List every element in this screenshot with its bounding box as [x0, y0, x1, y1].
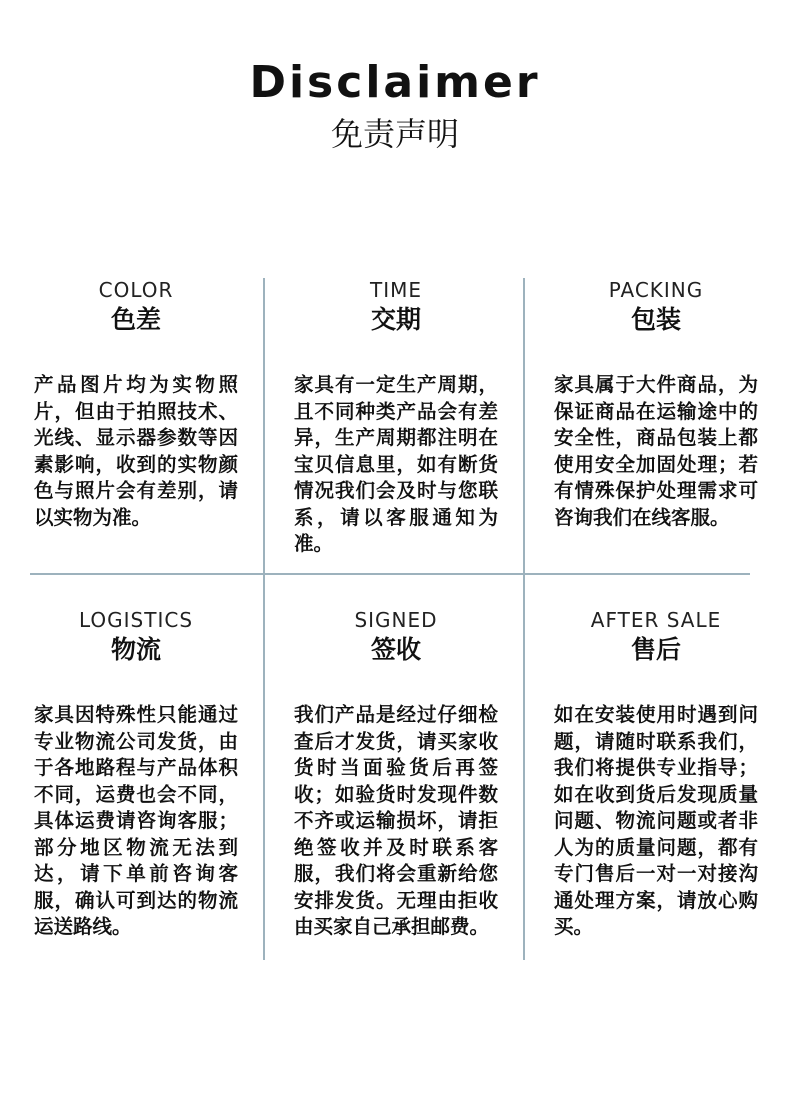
section-title-cn: 包装	[630, 305, 681, 334]
section-title-cn: 物流	[110, 635, 161, 664]
disclaimer-grid	[30, 270, 758, 960]
section-title-en: LOGISTICS	[78, 608, 194, 632]
section-logistics	[34, 608, 238, 941]
section-title-cn: 签收	[370, 635, 421, 664]
section-title-cn: 售后	[630, 635, 681, 664]
column-divider	[263, 278, 265, 960]
section-signed	[294, 608, 498, 941]
section-body: 产品图片均为实物照片，但由于拍照技术、光线、显示器参数等因素影响，收到的实物颜色与照片会有差别，请以实物为准。	[34, 373, 238, 529]
section-packing	[554, 278, 758, 531]
row-divider	[30, 573, 750, 575]
section-title-en: SIGNED	[354, 608, 438, 632]
section-body: 家具有一定生产周期，且不同种类产品会有差异，生产周期都注明在宝贝信息里，如有断货情况我们会及时与您联系，请以客服通知为准。	[294, 373, 498, 555]
page-title: Disclaimer	[249, 57, 541, 108]
section-title-cn: 色差	[110, 305, 161, 334]
section-body: 我们产品是经过仔细检查后才发货，请买家收货时当面验货后再签收；如验货时发现件数不齐或运输损坏，请拒绝签收并及时联系客服，我们将会重新给您安排发货。无理由拒收由买家自己承担邮费。	[294, 703, 498, 938]
section-title-en: PACKING	[608, 278, 704, 302]
section-body: 如在安装使用时遇到问题，请随时联系我们，我们将提供专业指导；如在收到货后发现质量问题、物流问题或者非人为的质量问题，都有专门售后一对一对接沟通处理方案，请放心购买。	[554, 703, 758, 938]
header	[0, 56, 790, 154]
section-title-en: COLOR	[98, 278, 174, 302]
section-title-en: AFTER SALE	[590, 608, 722, 632]
page-subtitle: 免责声明	[330, 115, 459, 153]
section-color	[34, 278, 238, 531]
section-time	[294, 278, 498, 558]
section-body: 家具属于大件商品，为保证商品在运输途中的安全性，商品包装上都使用安全加固处理；若有情殊保护处理需求可咨询我们在线客服。	[554, 373, 758, 529]
section-title-cn: 交期	[370, 305, 421, 334]
section-after-sale	[554, 608, 758, 941]
column-divider	[523, 278, 525, 960]
section-body: 家具因特殊性只能通过专业物流公司发货，由于各地路程与产品体积不同，运费也会不同，具体运费请咨询客服；部分地区物流无法到达，请下单前咨询客服，确认可到达的物流运送路线。	[34, 703, 238, 938]
section-title-en: TIME	[369, 278, 422, 302]
